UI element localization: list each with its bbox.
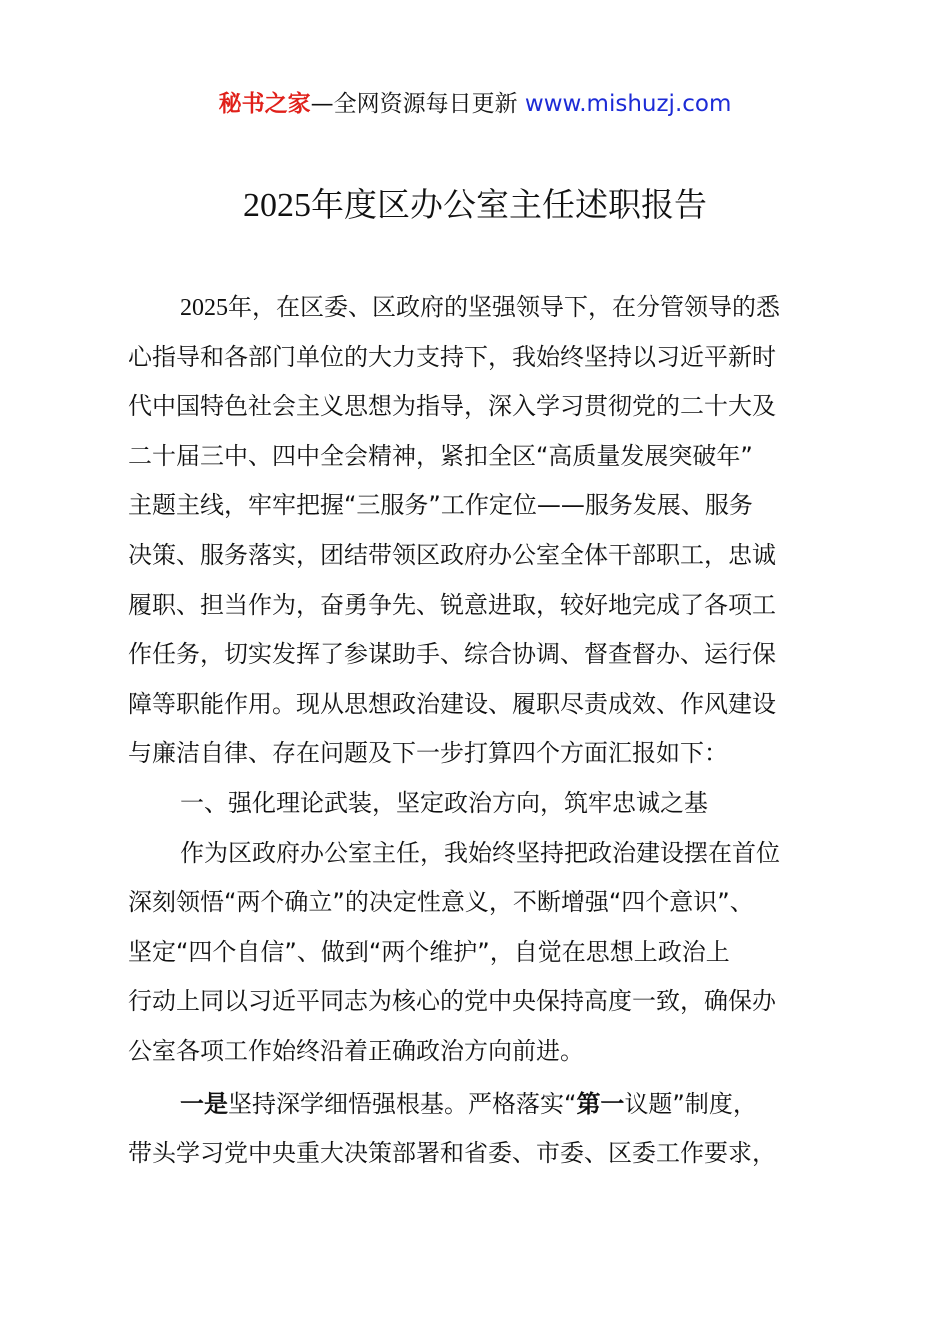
intro-year: 2025 [180, 295, 228, 321]
section1-line-3: 坚定“四个自信”、做到“两个维护”，自觉在思想上政治上 [128, 937, 730, 966]
document-title [0, 180, 950, 231]
header-tagline: —全网资源每日更新 [310, 91, 525, 117]
point1-label: 一是 [180, 1089, 228, 1118]
section-heading: 一、强化理论武装，坚定政治方向，筑牢忠诚之基 [180, 788, 708, 817]
intro-text: 年，在区委、区政府的坚强领导下，在分管领导的悉 [228, 293, 780, 321]
intro-line-6: 决策、服务落实，团结带领区政府办公室全体干部职工，忠诚 [128, 540, 776, 569]
section1-line-2: 深刻领悟“两个确立”的决定性意义，不断增强“四个意识”、 [128, 888, 754, 917]
intro-line-2: 心指导和各部门单位的大力支持下，我始终坚持以习近平新时 [128, 342, 776, 371]
point1-bold: 第一 [576, 1089, 625, 1118]
section1-line-4: 行动上同以习近平同志为核心的党中央保持高度一致，确保办 [128, 987, 776, 1016]
point1-text: 坚持深学细悟强根基。严格落实“ [228, 1089, 577, 1118]
section1-line-1: 作为区政府办公室主任，我始终坚持把政治建设摆在首位 [180, 838, 780, 867]
intro-line-3: 代中国特色社会主义思想为指导，深入学习贯彻党的二十大及 [128, 392, 776, 421]
point1-text-end: 议题”制度， [624, 1089, 757, 1118]
site-url-link[interactable]: www.mishuzj.com [524, 91, 732, 117]
title-year: 2025 [243, 187, 311, 224]
intro-line-5: 主题主线，牢牢把握“三服务”工作定位——服务发展、服务 [128, 491, 753, 520]
intro-line-4: 二十届三中、四中全会精神，紧扣全区“高质量发展突破年” [128, 441, 753, 470]
document-body [128, 283, 840, 1179]
intro-line-1 [128, 283, 840, 333]
intro-line-9: 障等职能作用。现从思想政治建设、履职尽责成效、作风建设 [128, 689, 776, 718]
brand-name: 秘书之家 [218, 91, 311, 117]
section1-line-5: 公室各项工作始终沿着正确政治方向前进。 [128, 1036, 584, 1065]
title-text: 年度区办公室主任述职报告 [311, 185, 707, 224]
point1-line-2: 带头学习党中央重大决策部署和省委、市委、区委工作要求， [128, 1139, 776, 1168]
intro-line-8: 作任务，切实发挥了参谋助手、综合协调、督查督办、运行保 [128, 640, 776, 669]
point1-line-1 [128, 1080, 840, 1130]
site-header [0, 86, 950, 122]
intro-line-10: 与廉洁自律、存在问题及下一步打算四个方面汇报如下： [128, 739, 728, 768]
intro-line-7: 履职、担当作为，奋勇争先、锐意进取，较好地完成了各项工 [128, 590, 776, 619]
